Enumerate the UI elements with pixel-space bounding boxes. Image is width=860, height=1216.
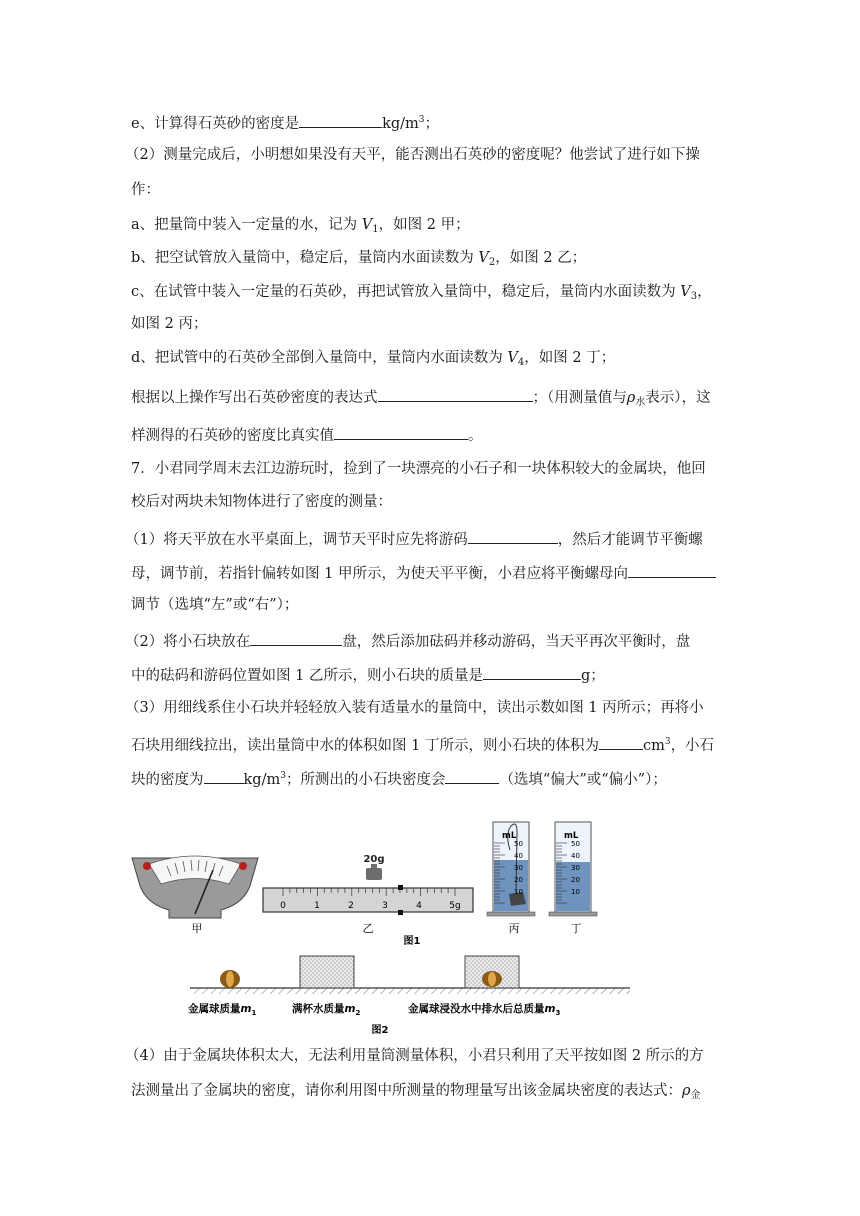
text-line: （3）用细线系住小石块并轻轻放入装有适量水的量筒中，读出示数如图 1 丙所示；再将小 (125, 700, 704, 716)
scale-label: 0 (280, 901, 286, 911)
text-line (131, 386, 711, 413)
unit-text: cm (642, 738, 665, 754)
answer-blank[interactable] (468, 528, 558, 544)
text-segment: （1）将天平放在水平桌面上，调节天平时应先将游码 (125, 532, 468, 548)
scale-label: 2 (348, 901, 354, 911)
figure-label: 金属球质量$m_1$ (188, 1003, 257, 1017)
text-segment: 母，调节前，若指针偏转如图 1 甲所示，为使天平平衡，小君应将平衡螺母向 (131, 566, 628, 582)
figure-label: 甲 (191, 922, 203, 935)
text-segment: ，小石 (670, 738, 715, 754)
scale-label: 50 (571, 840, 580, 848)
answer-blank[interactable] (483, 664, 581, 680)
scale-label: 50 (514, 840, 523, 848)
text-segment: e、计算得石英砂的密度是 (131, 116, 300, 132)
text-segment: a、把量筒中装入一定量的水，记为 (131, 217, 362, 233)
text-line (131, 110, 439, 134)
text-segment: ；（用测量值与 (532, 390, 627, 406)
weight-label: 20g (363, 854, 385, 865)
answer-blank[interactable] (250, 630, 342, 646)
text-segment: 。 (468, 428, 483, 444)
text-line (131, 1081, 701, 1106)
answer-blank[interactable] (299, 112, 382, 128)
text-line (131, 424, 483, 446)
text-line (131, 664, 605, 686)
subscript: 2 (488, 257, 496, 268)
text-segment: b、把空试管放入量筒中，稳定后，量筒内水面读数为 (131, 250, 479, 266)
subscript: 3 (690, 291, 698, 302)
text-segment: 法测量出了金属块的密度，请你利用图中所测量的物理量写出该金属块密度的表达式： (131, 1083, 682, 1099)
variable: V (478, 250, 489, 266)
text-segment: 石块用细线拉出，读出量筒中水的体积如图 1 丁所示，则小石块的体积为 (131, 738, 599, 754)
variable: V (680, 284, 691, 300)
text-segment: ，如图 2 丁； (524, 350, 616, 366)
figure-caption: 图2 (371, 1025, 389, 1036)
text-line: 7．小君同学周末去江边游玩时，捡到了一块漂亮的小石子和一块体积较大的金属块，他回 (131, 461, 706, 477)
scale-label: 5g (449, 901, 461, 911)
text-segment: 表示），这 (645, 390, 711, 406)
rho-symbol: ρ (626, 390, 636, 406)
text-line: （2）测量完成后，小明想如果没有天平，能否测出石英砂的密度呢？他尝试了进行如下操 (125, 147, 700, 163)
figure-2 (180, 948, 640, 1040)
scale-label: 30 (571, 864, 580, 872)
scale-label: 4 (416, 901, 422, 911)
text-segment: ，然后才能调节平衡螺 (557, 532, 703, 548)
text-line (131, 248, 586, 273)
text-line: （4）由于金属块体积太大，无法利用量筒测量体积，小君只利用了天平按如图 2 所示的方 (125, 1048, 704, 1064)
text-segment: 中的砝码和游码位置如图 1 乙所示，则小石块的质量是 (131, 668, 483, 684)
text-segment: d、把试管中的石英砂全部倒入量筒中，量筒内水面读数为 (131, 350, 508, 366)
rider (398, 910, 403, 915)
answer-blank[interactable] (204, 768, 244, 784)
text-segment: 根据以上操作写出石英砂密度的表达式 (131, 390, 378, 406)
scale-label: 1 (314, 901, 320, 911)
text-segment: ； (424, 116, 440, 132)
balance-weight (366, 864, 382, 880)
text-segment: ；所测出的小石块密度会 (285, 772, 446, 788)
variable: V (507, 350, 518, 366)
figure-1 (125, 818, 605, 948)
figure-label: 丙 (508, 922, 520, 935)
text-line (131, 562, 716, 584)
text-segment: ，如图 2 乙； (495, 250, 587, 266)
text-line: 作： (131, 182, 160, 198)
text-segment: （2）将小石块放在 (125, 634, 251, 650)
text-line (125, 528, 703, 550)
superscript: 3 (280, 771, 286, 781)
figure-label: 乙 (362, 922, 374, 935)
figure-caption: 图1 (403, 936, 421, 947)
scale-label: 10 (571, 888, 580, 896)
text-segment: ， (697, 284, 712, 300)
text-segment: ，如图 2 甲； (378, 217, 470, 233)
scale-label: 10 (514, 888, 523, 896)
scale-label: 20 (571, 876, 580, 884)
text-segment: （选填“偏大”或“偏小”）； (499, 772, 667, 788)
text-line (131, 215, 470, 240)
superscript: 3 (664, 737, 671, 747)
variable: V (361, 217, 373, 233)
answer-blank[interactable] (445, 768, 499, 784)
subscript: 水 (635, 397, 646, 408)
water-cup (300, 956, 354, 988)
answer-blank[interactable] (599, 734, 643, 750)
water-cup-with-ball (465, 956, 519, 988)
balance-dial (132, 856, 258, 918)
answer-blank[interactable] (378, 386, 533, 402)
metal-ball (220, 970, 240, 988)
subscript: 4 (517, 357, 525, 368)
text-line: 如图 2 丙； (131, 316, 208, 332)
subscript: 金 (690, 1090, 701, 1101)
rho-symbol: ρ (682, 1083, 691, 1099)
rider (398, 885, 403, 890)
answer-blank[interactable] (628, 562, 716, 578)
text-line (131, 348, 615, 373)
text-line (131, 282, 712, 307)
figure-label: 满杯水质量$m_2$ (292, 1003, 361, 1017)
text-segment: 样测得的石英砂的密度比真实值 (131, 428, 334, 444)
text-line: 调节（选填“左”或“右”）； (131, 597, 299, 613)
text-line (131, 732, 714, 756)
text-segment: 盘，然后添加砝码并移动游码，当天平再次平衡时，盘 (342, 634, 691, 650)
screw-dot (143, 862, 151, 870)
answer-blank[interactable] (334, 424, 468, 440)
text-segment: c、在试管中装入一定量的石英砂，再把试管放入量筒中，稳定后，量筒内水面读数为 (131, 284, 681, 300)
text-line (125, 630, 690, 652)
unit-text: kg/m (382, 116, 419, 132)
figure-label: 丁 (570, 922, 582, 935)
unit-label: mL (564, 831, 579, 841)
scale-label: 30 (514, 864, 523, 872)
subscript: 1 (372, 224, 379, 235)
ground (190, 988, 630, 994)
text-segment: g； (580, 668, 605, 684)
scale-label: 40 (571, 852, 580, 860)
scale-label: 3 (382, 901, 388, 911)
superscript: 3 (418, 115, 425, 125)
text-line: 校后对两块未知物体进行了密度的测量： (131, 494, 392, 510)
text-segment: 块的密度为 (131, 772, 204, 788)
unit-text: kg/m (243, 772, 281, 788)
scale-label: 20 (514, 876, 523, 884)
screw-dot (239, 862, 247, 870)
scale-label: 40 (514, 852, 523, 860)
figure-label: 金属球浸没水中排水后总质量$m_3$ (408, 1003, 561, 1017)
text-line (131, 766, 667, 790)
unit-label: mL (502, 831, 517, 841)
